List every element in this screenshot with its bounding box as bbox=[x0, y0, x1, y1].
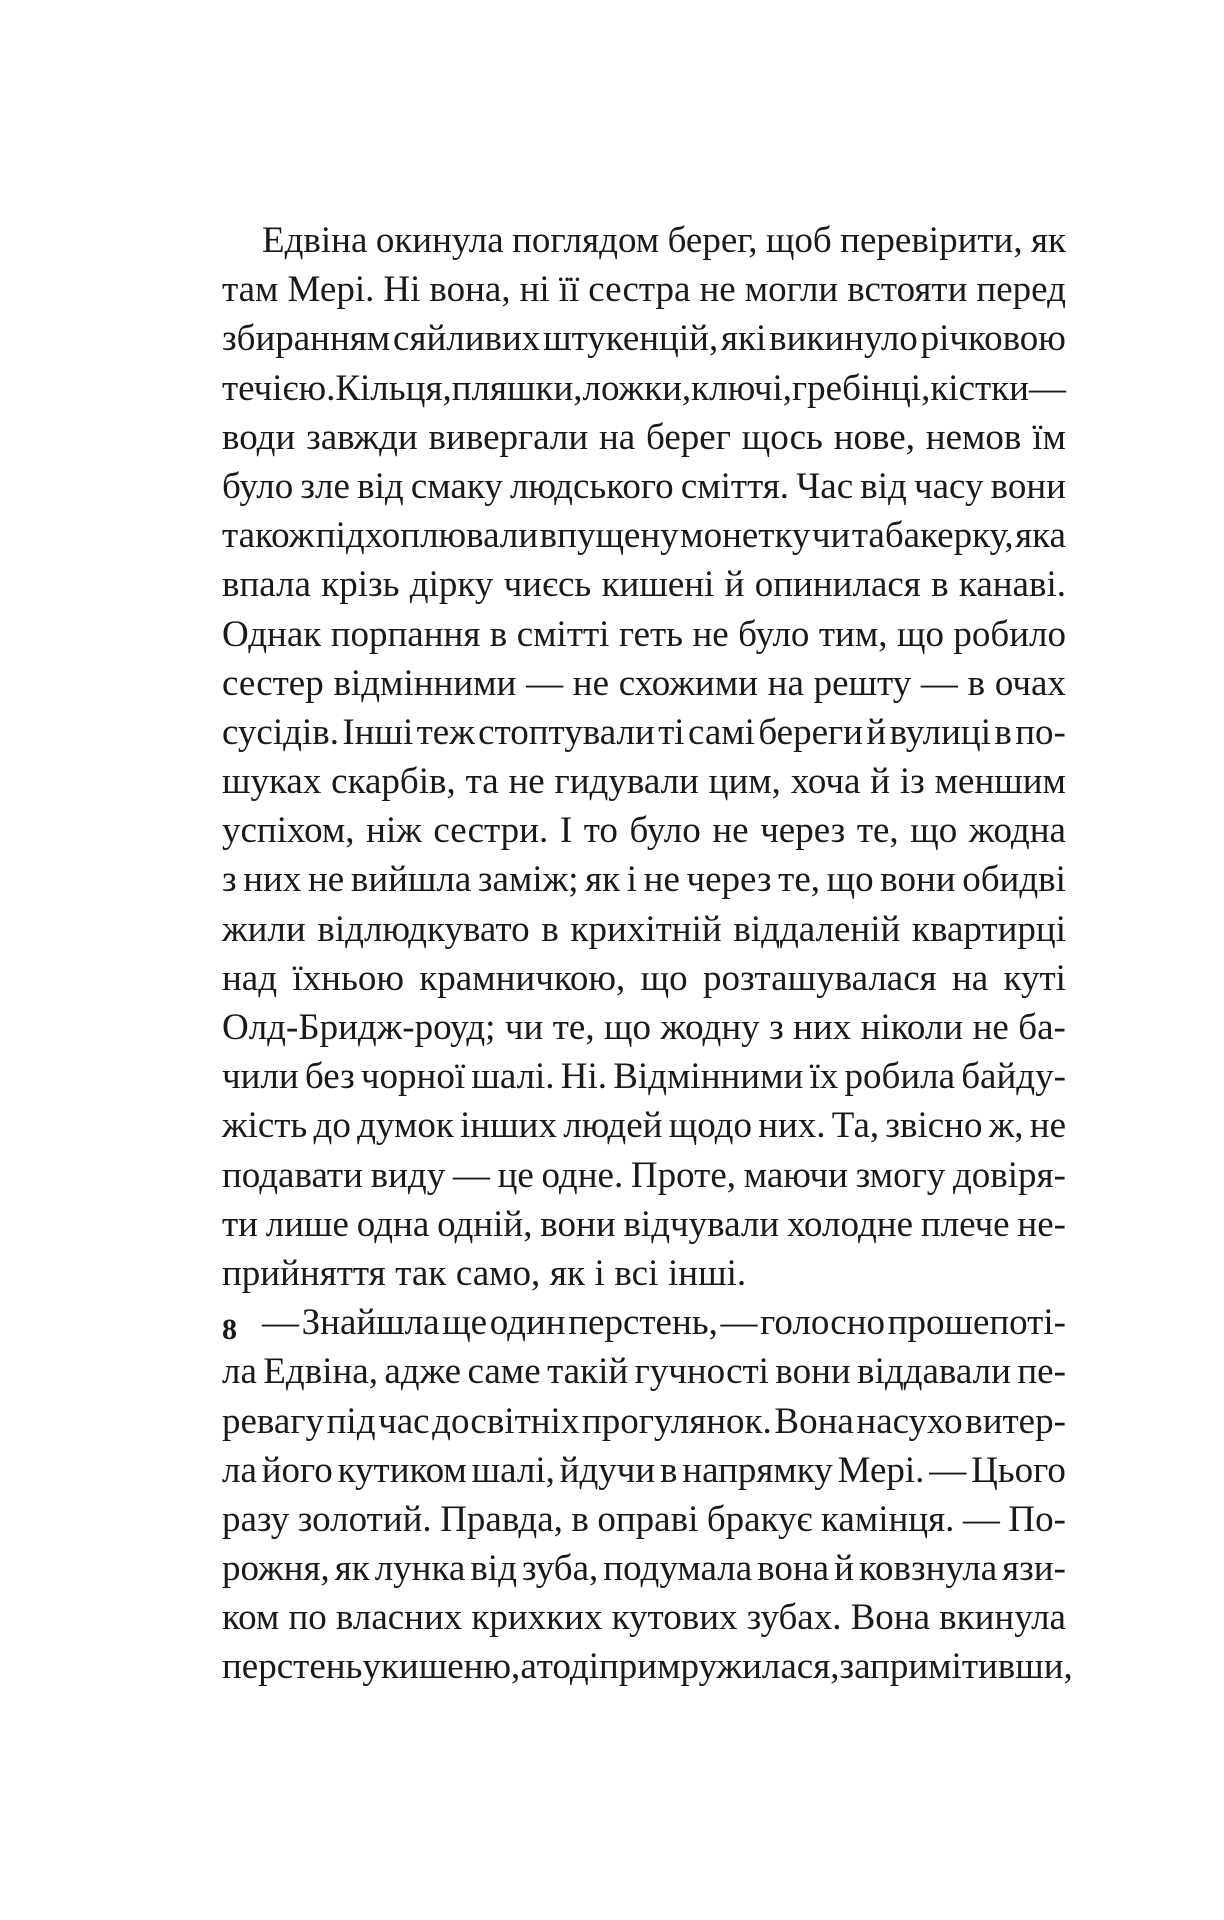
text-line: перстень у кишеню, а тоді примружилася, запримітивши, bbox=[222, 1646, 1073, 1688]
text-line: шуках скарбів, та не гидували цим, хоча й із меншим bbox=[222, 761, 1066, 803]
text-line: ла його кутиком шалі, йдучи в напрямку Мері. — Цього bbox=[222, 1449, 1066, 1491]
page-body-text bbox=[222, 216, 1073, 1692]
text-line: сусідів. Інші теж стоптували ті самі береги й вулиці в по- bbox=[222, 711, 1066, 753]
text-line: впала крізь дірку чиєсь кишені й опинилася в канаві. bbox=[222, 564, 1066, 606]
text-line: жили відлюдкувато в крихітній віддаленій квартирці bbox=[222, 908, 1066, 950]
text-line: Едвіна окинула поглядом берег, щоб перевірити, як bbox=[262, 220, 1066, 261]
text-line: над їхньою крамничкою, що розташувалася на куті bbox=[222, 957, 1066, 999]
text-line: збиранням сяйливих штукенцій, які викинуло річковою bbox=[222, 318, 1066, 360]
text-line: прийняття так само, як і всі інші. bbox=[222, 1252, 747, 1294]
text-line: ком по власних крихких кутових зубах. Вона вкинула bbox=[222, 1597, 1066, 1639]
text-line: там Мері. Ні вона, ні її сестра не могли встояти перед bbox=[222, 269, 1066, 311]
text-line: Олд-Бридж-роуд; чи те, що жодну з них ніколи не ба- bbox=[222, 1007, 1066, 1048]
text-line: ти лише одна одній, вони відчували холодне плече не- bbox=[222, 1203, 1066, 1245]
text-line: з них не вийшла заміж; як і не через те, що вони обидві bbox=[222, 859, 1066, 901]
text-line: ла Едвіна, адже саме такій гучності вони віддавали пе- bbox=[222, 1351, 1066, 1393]
text-line: також підхоплювали впущену монетку чи табакерку, яка bbox=[222, 515, 1066, 557]
text-line: жість до думок інших людей щодо них. Та, звісно ж, не bbox=[222, 1105, 1066, 1147]
text-line: успіхом, ніж сестри. І то було не через те, що жодна bbox=[222, 810, 1066, 852]
text-line: було зле від смаку людського сміття. Час від часу вони bbox=[222, 465, 1066, 507]
text-line: сестер відмінними — не схожими на решту — в очах bbox=[222, 662, 1066, 704]
text-line: води завжди вивергали на берег щось нове, немов їм bbox=[222, 416, 1066, 458]
text-line: чили без чорної шалі. Ні. Відмінними їх робила байду- bbox=[222, 1056, 1066, 1098]
text-line: ревагу під час досвітніх прогулянок. Вона насухо витер- bbox=[222, 1400, 1066, 1442]
text-line: течією. Кільця, пляшки, ложки, ключі, гребінці, кістки — bbox=[222, 367, 1066, 409]
text-line: Однак порпання в смітті геть не було тим, що робило bbox=[222, 613, 1066, 655]
page-number: 8 bbox=[222, 1313, 237, 1346]
text-line: рожня, як лунка від зуба, подумала вона й ковзнула язи- bbox=[222, 1548, 1066, 1590]
text-line: разу золотий. Правда, в оправі бракує камінця. — По- bbox=[222, 1498, 1066, 1540]
text-line: — Знайшла ще один перстень, — голосно прошепоті- bbox=[262, 1302, 1066, 1344]
text-line: подавати виду — це одне. Проте, маючи змогу довіря- bbox=[222, 1154, 1066, 1196]
